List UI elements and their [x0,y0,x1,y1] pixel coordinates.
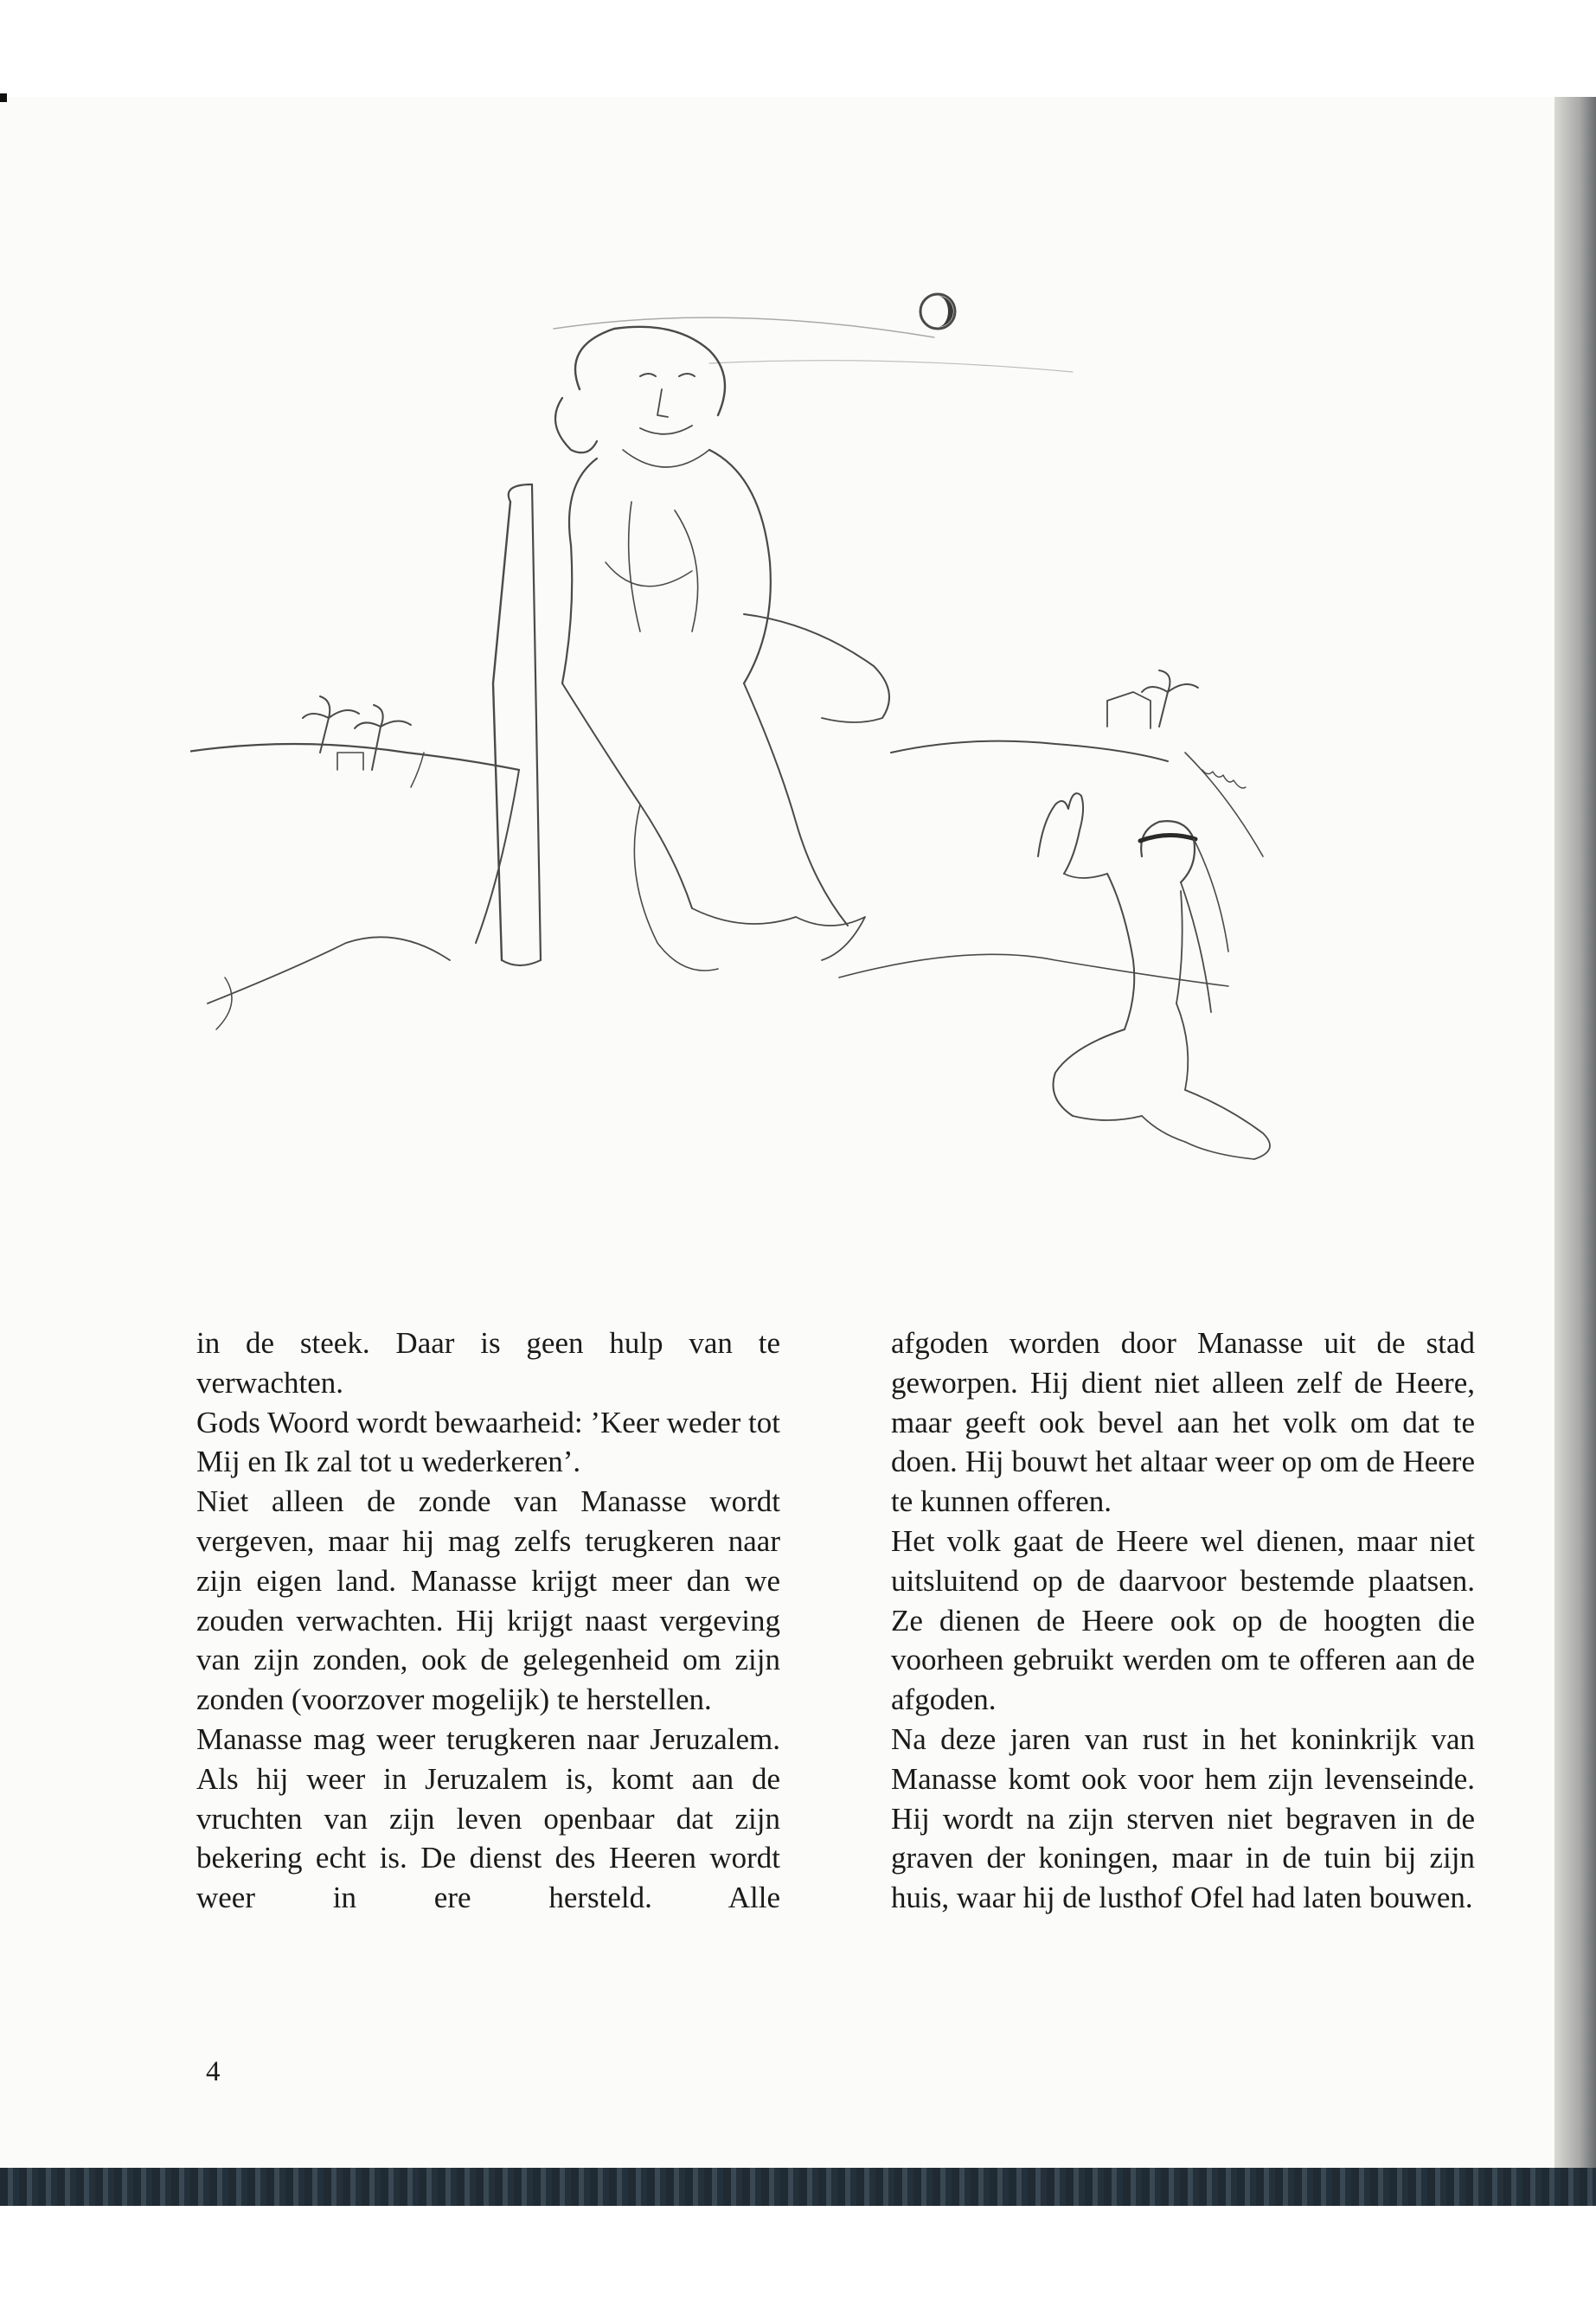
scan-corner-mark [0,93,7,102]
seated-figure [493,327,889,971]
paragraph: Gods Woord wordt bewaarheid: ’Keer weder tot Mij en Ik zal tot u wederkeren’. [196,1405,780,1479]
paragraph: in de steek. Daar is geen hulp van te verwachten. [196,1326,780,1400]
book-cover-edge [0,2168,1596,2206]
paragraph: Niet alleen de zonde van Manasse wordt vergeven, maar hij mag zelfs terugkeren naar zijn eigen land. Manasse krijgt meer dan we zouden verwachten. Hij krijgt naast vergeving van zijn zonden, ook de gelegenheid om zijn zonden (voorzover mogelijk) te herstellen. [196,1484,780,1717]
paragraph: afgoden worden door Manasse uit de stad geworpen. Hij dient niet alleen zelf de Heere, maar geeft ook bevel aan het volk om dat te doen. Hij bouwt het altaar weer op om de Heere te kunnen offeren. [891,1326,1475,1519]
paragraph: Het volk gaat de Heere wel dienen, maar niet uitsluitend op de daarvoor bestemde plaatsen. Ze dienen de Heere ook op de hoogten die voorheen gebruikt werden om te offeren aan de afgoden. [891,1523,1475,1717]
page-edge-shadow [1554,97,1596,2171]
moon [920,294,955,329]
paragraph: Na deze jaren van rust in het koninkrijk van Manasse komt ook voor hem zijn levenseinde. Hij wordt na zijn sterven niet begraven in de graven der koningen, maar in de tuin bij zijn huis, waar hij de lusthof Ofel had laten bouwen. [891,1721,1475,1915]
paragraph: Manasse mag weer terugkeren naar Jeruzalem. Als hij weer in Jeruzalem is, komt aan de vruchten van zijn leven openbaar dat zijn bekering echt is. De dienst des Heeren wordt weer in ere hersteld. Alle [196,1721,780,1915]
left-hill [190,696,519,1029]
page-number: 4 [206,2056,221,2087]
right-hill [839,670,1263,986]
pencil-illustration [190,199,1367,1263]
right-text-column [891,1324,1475,1918]
left-text-column [196,1324,780,1918]
